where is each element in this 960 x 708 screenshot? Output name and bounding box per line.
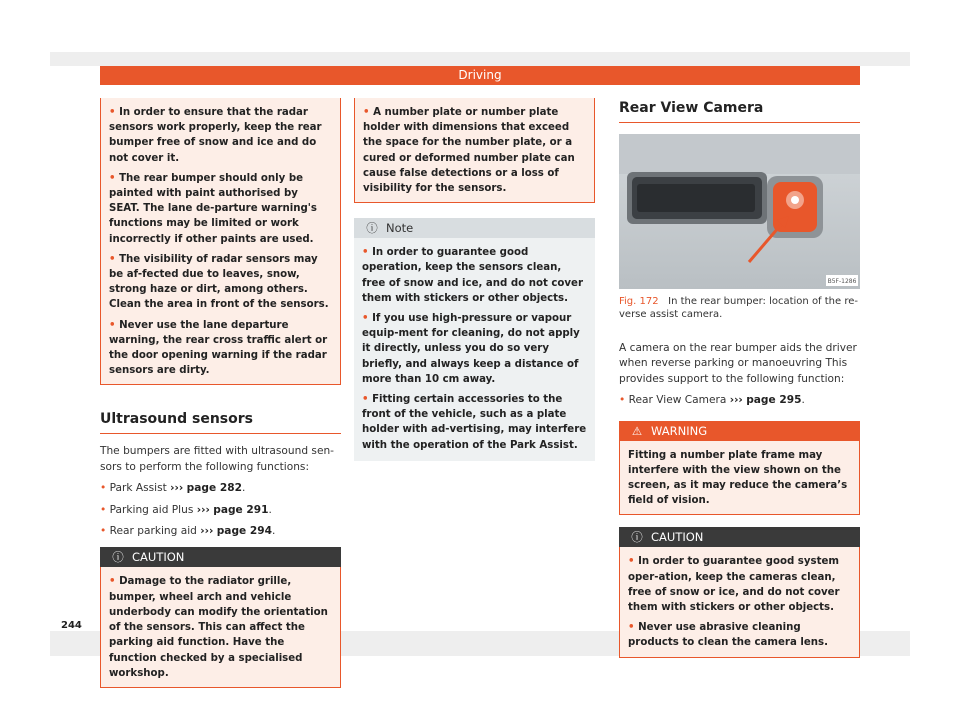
warning-box bbox=[619, 421, 860, 516]
list-item: • Rear parking aid ››› page 294. bbox=[100, 525, 276, 538]
page-link[interactable]: page 282 bbox=[186, 482, 242, 495]
figure-caption: Fig. 172 In the rear bumper: location of the re-verse assist camera. bbox=[619, 296, 858, 320]
figure-code: B5F-1286 bbox=[827, 278, 857, 285]
caution-header: ⓘ CAUTION bbox=[100, 547, 341, 567]
list-item: • Rear View Camera ››› page 295. bbox=[619, 394, 805, 407]
caution-body: • Damage to the radiator grille, bumper, wheel arch and vehicle underbody can modify the orientation of the sensors. This can affect the parking aid function. Have the function checked by a specialised workshop. bbox=[100, 567, 341, 687]
notice-bullet: • In order to ensure that the radar sensors work properly, keep the rear bumper free of snow and ice and do not cover it. bbox=[109, 107, 322, 164]
page-link[interactable]: page 294 bbox=[216, 525, 273, 538]
section-text bbox=[100, 444, 341, 539]
list-item: • Park Assist ››› page 282. bbox=[100, 482, 246, 495]
page-number: 244 bbox=[61, 620, 82, 631]
plate-notice-box: • A number plate or number plate holder with dimensions that exceed the space for the number plate, or a cured or deformed number plate can cause false detections or a loss of visibility for the sensors. bbox=[354, 98, 595, 203]
column-middle bbox=[354, 98, 595, 461]
section-text bbox=[619, 341, 860, 409]
warning-header: ⚠ WARNING bbox=[619, 421, 860, 441]
section-heading: Rear View Camera bbox=[619, 100, 860, 123]
caution-box bbox=[100, 547, 341, 687]
warning-triangle-icon: ⚠ bbox=[631, 423, 643, 438]
info-circle-icon: ⓘ bbox=[112, 550, 124, 565]
note-header: ⓘ Note bbox=[354, 218, 595, 238]
warning-body: Fitting a number plate frame may interfere with the view shown on the screen, as it may reduce the camera’s field of vision. bbox=[619, 441, 860, 516]
rear-camera-figure bbox=[619, 134, 860, 289]
radar-notice-box bbox=[100, 98, 341, 385]
page-link[interactable]: page 295 bbox=[746, 394, 802, 407]
list-item: • Parking aid Plus ››› page 291. bbox=[100, 503, 272, 516]
info-circle-icon: ⓘ bbox=[631, 530, 643, 545]
notice-bullet: • The visibility of radar sensors may be af-fected due to leaves, snow, strong haze or dirt, among others. Clean the area in front of the sensors. bbox=[109, 253, 329, 311]
rear-camera-illustration bbox=[619, 134, 860, 289]
info-icon: ⓘ bbox=[366, 221, 378, 236]
column-left bbox=[100, 98, 341, 688]
intro-paragraph: The bumpers are fitted with ultrasound sen-sors to perform the following functions: bbox=[100, 445, 334, 473]
page-link[interactable]: page 291 bbox=[213, 503, 269, 516]
intro-paragraph: A camera on the rear bumper aids the driver when reverse parking or manoeuvring This provides support to the following function: bbox=[619, 342, 857, 385]
caution-header: ⓘ CAUTION bbox=[619, 527, 860, 547]
caution-box bbox=[619, 527, 860, 657]
chapter-header: Driving bbox=[100, 66, 860, 85]
caution-body: • In order to guarantee good system oper-ation, keep the cameras clean, free of snow or ice, and do not cover them with stickers or other objects. • Never use abrasive cleaning products to clean the camera lens. bbox=[619, 547, 860, 657]
section-heading: Ultrasound sensors bbox=[100, 411, 341, 434]
notice-bullet: • Never use the lane departure warning, the rear cross traffic alert or the door opening warning if the radar sensors are dirty. bbox=[109, 319, 328, 377]
note-body: • In order to guarantee good operation, keep the sensors clean, free of snow and ice, and do not cover them with stickers or other objects. • If you use high-pressure or vapour equip-ment for cleaning, do not apply it directly, unless you do so very briefly, and always keep a distance of more than 10 cm away. • Fitting certain accessories to the front of the vehicle, such as a plate holder with ad-vertising, may interfere with the operation of the Park Assist. bbox=[354, 238, 595, 461]
column-right bbox=[619, 98, 860, 658]
note-box bbox=[354, 218, 595, 461]
notice-bullet: • The rear bumper should only be painted with paint authorised by SEAT. The lane de-parture warning's functions may be limited or work incorrectly if other paints are used. bbox=[109, 172, 317, 245]
